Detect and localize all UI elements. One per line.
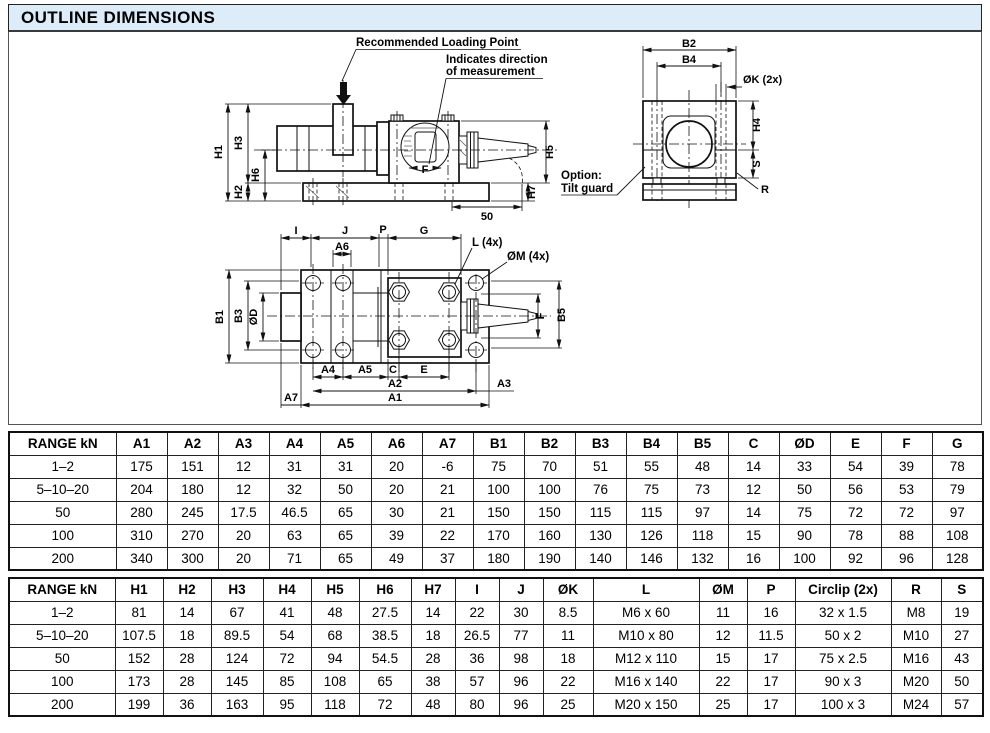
column-header: F xyxy=(881,432,932,455)
column-header: H1 xyxy=(115,578,163,601)
dim-label-l4x: L (4x) xyxy=(472,237,503,249)
table-cell: 88 xyxy=(881,524,932,547)
column-header: H3 xyxy=(211,578,263,601)
table-cell: 15 xyxy=(699,647,747,670)
table-row xyxy=(9,693,983,716)
table-row xyxy=(9,524,983,547)
table-cell: 63 xyxy=(269,524,320,547)
dim-label-b4: B4 xyxy=(681,54,697,66)
table-cell: 173 xyxy=(115,670,163,693)
column-header: A1 xyxy=(116,432,167,455)
table-cell: 145 xyxy=(211,670,263,693)
table-cell: 300 xyxy=(167,547,218,570)
table-cell: 11 xyxy=(699,601,747,624)
column-header: RANGE kN xyxy=(9,578,115,601)
table-header-row xyxy=(9,432,983,455)
table-cell: 22 xyxy=(699,670,747,693)
table-cell: 100 x 3 xyxy=(795,693,891,716)
column-header: Circlip (2x) xyxy=(795,578,891,601)
dim-label-c: C xyxy=(389,364,397,376)
table-cell: 75 xyxy=(473,455,524,478)
column-header: A6 xyxy=(371,432,422,455)
table-cell: 140 xyxy=(575,547,626,570)
column-header: ØK xyxy=(543,578,593,601)
dim-label-b5: B5 xyxy=(556,307,568,323)
column-header: H6 xyxy=(359,578,411,601)
table-cell: 78 xyxy=(932,455,983,478)
table-cell: 12 xyxy=(699,624,747,647)
side-view xyxy=(213,37,557,223)
column-header: H5 xyxy=(311,578,359,601)
table-cell: M24 xyxy=(891,693,941,716)
dim-label-a7: A7 xyxy=(283,392,299,404)
table-cell: 43 xyxy=(941,647,983,670)
column-header: B2 xyxy=(524,432,575,455)
dimension-table-h-s xyxy=(8,577,984,717)
table-cell: 14 xyxy=(728,501,779,524)
column-header: C xyxy=(728,432,779,455)
table-cell: 22 xyxy=(543,670,593,693)
table-cell: 50 xyxy=(941,670,983,693)
dim-label-h7: H7 xyxy=(526,184,538,200)
table-cell: 50 xyxy=(779,478,830,501)
table-cell: 204 xyxy=(116,478,167,501)
table-cell: 180 xyxy=(167,478,218,501)
dim-label-a3: A3 xyxy=(496,378,512,390)
table-cell: 12 xyxy=(728,478,779,501)
table-cell: 57 xyxy=(941,693,983,716)
table-cell: 14 xyxy=(163,601,211,624)
column-header: A4 xyxy=(269,432,320,455)
table-cell: 128 xyxy=(932,547,983,570)
table-cell: 118 xyxy=(311,693,359,716)
table-cell: 17 xyxy=(747,693,795,716)
table-cell: 11.5 xyxy=(747,624,795,647)
table-cell: 72 xyxy=(881,501,932,524)
table-cell: 16 xyxy=(747,601,795,624)
dim-label-ok: ØK (2x) xyxy=(743,74,783,86)
table-cell: 30 xyxy=(371,501,422,524)
table-cell: 37 xyxy=(422,547,473,570)
table-cell: 48 xyxy=(677,455,728,478)
table-cell: 49 xyxy=(371,547,422,570)
table-cell: 5–10–20 xyxy=(9,478,116,501)
table-cell: 36 xyxy=(163,693,211,716)
table-cell: 12 xyxy=(218,455,269,478)
table-cell: 48 xyxy=(411,693,455,716)
end-view xyxy=(561,38,782,208)
outline-dimensions-drawing xyxy=(9,32,983,425)
table-cell: 310 xyxy=(116,524,167,547)
table-cell: 73 xyxy=(677,478,728,501)
table-cell: 21 xyxy=(422,501,473,524)
dim-label-p: P xyxy=(379,224,387,236)
option-label-line1: Option: xyxy=(561,170,602,182)
table-cell: 118 xyxy=(677,524,728,547)
table-cell: 38.5 xyxy=(359,624,411,647)
table-cell: 150 xyxy=(524,501,575,524)
table-cell: 100 xyxy=(524,478,575,501)
column-header: RANGE kN xyxy=(9,432,116,455)
table-cell: 33 xyxy=(779,455,830,478)
table-cell: 97 xyxy=(677,501,728,524)
table-cell: 75 xyxy=(779,501,830,524)
table-cell: 152 xyxy=(115,647,163,670)
table-cell: 70 xyxy=(524,455,575,478)
table-cell: 89.5 xyxy=(211,624,263,647)
table-cell: 32 x 1.5 xyxy=(795,601,891,624)
column-header: J xyxy=(499,578,543,601)
table-cell: 90 x 3 xyxy=(795,670,891,693)
column-header: E xyxy=(830,432,881,455)
dim-label-a2: A2 xyxy=(387,378,403,390)
table-cell: 20 xyxy=(218,547,269,570)
table-cell: 200 xyxy=(9,693,115,716)
table-cell: 55 xyxy=(626,455,677,478)
top-view xyxy=(214,224,568,408)
table-row xyxy=(9,601,983,624)
table-cell: 50 xyxy=(9,647,115,670)
table-cell: M16 xyxy=(891,647,941,670)
table-cell: 85 xyxy=(263,670,311,693)
table-cell: 81 xyxy=(115,601,163,624)
table-cell: 78 xyxy=(830,524,881,547)
table-cell: 41 xyxy=(263,601,311,624)
table-cell: 170 xyxy=(473,524,524,547)
dim-label-a5: A5 xyxy=(357,364,373,376)
table-cell: 12 xyxy=(218,478,269,501)
table-cell: 25 xyxy=(543,693,593,716)
table-cell: 28 xyxy=(163,670,211,693)
table-cell: 132 xyxy=(677,547,728,570)
column-header: B4 xyxy=(626,432,677,455)
table-cell: 19 xyxy=(941,601,983,624)
dim-label-e: E xyxy=(420,364,428,376)
table-cell: 22 xyxy=(422,524,473,547)
table-cell: 51 xyxy=(575,455,626,478)
table-cell: 96 xyxy=(499,693,543,716)
table-cell: 28 xyxy=(411,647,455,670)
column-header: A2 xyxy=(167,432,218,455)
table-cell: -6 xyxy=(422,455,473,478)
table-cell: M6 x 60 xyxy=(593,601,699,624)
table-cell: 71 xyxy=(269,547,320,570)
table-cell: M16 x 140 xyxy=(593,670,699,693)
column-header: P xyxy=(747,578,795,601)
table-cell: 27 xyxy=(941,624,983,647)
table-cell: 56 xyxy=(830,478,881,501)
column-header: H4 xyxy=(263,578,311,601)
column-header: B5 xyxy=(677,432,728,455)
table-cell: 50 xyxy=(9,501,116,524)
table-cell: 75 xyxy=(626,478,677,501)
table-row xyxy=(9,624,983,647)
column-header: G xyxy=(932,432,983,455)
table-cell: 100 xyxy=(9,524,116,547)
dim-label-om4x: ØM (4x) xyxy=(507,251,550,263)
table-cell: 151 xyxy=(167,455,218,478)
dim-label-h6: H6 xyxy=(250,167,262,183)
table-cell: 79 xyxy=(932,478,983,501)
table-cell: 27.5 xyxy=(359,601,411,624)
table-cell: 22 xyxy=(455,601,499,624)
table-cell: 180 xyxy=(473,547,524,570)
table-cell: 68 xyxy=(311,624,359,647)
table-row xyxy=(9,647,983,670)
table-cell: 280 xyxy=(116,501,167,524)
column-header: A3 xyxy=(218,432,269,455)
dim-label-h2: H2 xyxy=(233,184,245,200)
table-cell: 124 xyxy=(211,647,263,670)
table-cell: M8 xyxy=(891,601,941,624)
table-cell: 17 xyxy=(747,647,795,670)
table-cell: 14 xyxy=(728,455,779,478)
table-cell: 25 xyxy=(699,693,747,716)
table-row xyxy=(9,455,983,478)
table-cell: 115 xyxy=(626,501,677,524)
table-cell: M10 x 80 xyxy=(593,624,699,647)
table-cell: 94 xyxy=(311,647,359,670)
table-cell: 270 xyxy=(167,524,218,547)
section-title-bar xyxy=(8,4,982,32)
table-cell: 50 xyxy=(320,478,371,501)
table-cell: 54.5 xyxy=(359,647,411,670)
dim-label-h5: H5 xyxy=(544,144,556,160)
table-cell: 14 xyxy=(411,601,455,624)
dim-label-a4: A4 xyxy=(320,364,336,376)
table-cell: 76 xyxy=(575,478,626,501)
table-cell: 1–2 xyxy=(9,601,115,624)
table-cell: 108 xyxy=(311,670,359,693)
dim-label-a1: A1 xyxy=(387,392,403,404)
table-cell: 97 xyxy=(932,501,983,524)
table-cell: 20 xyxy=(218,524,269,547)
column-header: B3 xyxy=(575,432,626,455)
dim-label-b3: B3 xyxy=(233,308,245,324)
dim-label-a6: A6 xyxy=(334,241,350,253)
dim-label-s: S xyxy=(751,160,763,168)
table-cell: 5–10–20 xyxy=(9,624,115,647)
table-cell: 20 xyxy=(371,455,422,478)
table-cell: 18 xyxy=(163,624,211,647)
table-cell: 75 x 2.5 xyxy=(795,647,891,670)
dim-label-h4: H4 xyxy=(751,117,763,133)
table-cell: 57 xyxy=(455,670,499,693)
table-cell: 190 xyxy=(524,547,575,570)
table-cell: 100 xyxy=(473,478,524,501)
table-cell: 160 xyxy=(524,524,575,547)
table-cell: 100 xyxy=(779,547,830,570)
table-cell: 150 xyxy=(473,501,524,524)
table-row xyxy=(9,547,983,570)
table-cell: 48 xyxy=(311,601,359,624)
table-cell: 54 xyxy=(830,455,881,478)
option-label-line2: Tilt guard xyxy=(561,183,614,195)
table-cell: 18 xyxy=(543,647,593,670)
table-cell: 67 xyxy=(211,601,263,624)
table-cell: 65 xyxy=(320,524,371,547)
table-cell: 146 xyxy=(626,547,677,570)
table-cell: 17.5 xyxy=(218,501,269,524)
table-cell: 65 xyxy=(320,547,371,570)
table-cell: 96 xyxy=(881,547,932,570)
table-cell: 340 xyxy=(116,547,167,570)
table-cell: 72 xyxy=(263,647,311,670)
column-header: H2 xyxy=(163,578,211,601)
direction-label-line2: of measurement xyxy=(446,66,535,78)
dim-label-od: ØD xyxy=(248,308,260,326)
table-cell: 200 xyxy=(9,547,116,570)
dim-label-g: G xyxy=(419,225,429,237)
table-cell: 199 xyxy=(115,693,163,716)
table-cell: 32 xyxy=(269,478,320,501)
table-cell: 16 xyxy=(728,547,779,570)
column-header: L xyxy=(593,578,699,601)
table-cell: 15 xyxy=(728,524,779,547)
outline-drawing-panel xyxy=(8,32,982,425)
table-cell: 107.5 xyxy=(115,624,163,647)
table-cell: 38 xyxy=(411,670,455,693)
table-cell: 8.5 xyxy=(543,601,593,624)
table-cell: 98 xyxy=(499,647,543,670)
table-cell: M10 xyxy=(891,624,941,647)
dim-label-r: R xyxy=(761,184,769,196)
loading-point-label: Recommended Loading Point xyxy=(356,37,519,49)
table-cell: 36 xyxy=(455,647,499,670)
table-cell: 28 xyxy=(163,647,211,670)
direction-label-line1: Indicates direction xyxy=(446,54,548,66)
table-cell: 245 xyxy=(167,501,218,524)
table-cell: 65 xyxy=(320,501,371,524)
table-row xyxy=(9,478,983,501)
column-header: B1 xyxy=(473,432,524,455)
dim-label-50: 50 xyxy=(480,211,494,223)
table-cell: 163 xyxy=(211,693,263,716)
table-cell: 50 x 2 xyxy=(795,624,891,647)
dim-label-h1: H1 xyxy=(213,144,225,160)
column-header: A7 xyxy=(422,432,473,455)
table-cell: 108 xyxy=(932,524,983,547)
table-cell: 11 xyxy=(543,624,593,647)
table-cell: 46.5 xyxy=(269,501,320,524)
dim-label-b2: B2 xyxy=(681,38,697,50)
table-cell: 53 xyxy=(881,478,932,501)
table-cell: 18 xyxy=(411,624,455,647)
dim-label-i: I xyxy=(294,225,298,237)
table-cell: 90 xyxy=(779,524,830,547)
table-cell: M12 x 110 xyxy=(593,647,699,670)
table-cell: 115 xyxy=(575,501,626,524)
table-cell: 54 xyxy=(263,624,311,647)
dim-label-h3: H3 xyxy=(233,135,245,151)
table-cell: 130 xyxy=(575,524,626,547)
dim-label-j: J xyxy=(341,225,349,237)
table-cell: 21 xyxy=(422,478,473,501)
dim-label-b1: B1 xyxy=(214,309,226,325)
table-cell: 31 xyxy=(320,455,371,478)
dimension-table-a-g xyxy=(8,431,984,571)
table-cell: 175 xyxy=(116,455,167,478)
table-cell: 77 xyxy=(499,624,543,647)
table-cell: 17 xyxy=(747,670,795,693)
table-cell: 92 xyxy=(830,547,881,570)
table-cell: 30 xyxy=(499,601,543,624)
table-cell: 100 xyxy=(9,670,115,693)
direction-f-mark: F xyxy=(421,164,429,176)
table-cell: 126 xyxy=(626,524,677,547)
table-row xyxy=(9,501,983,524)
table-cell: 65 xyxy=(359,670,411,693)
table-cell: 31 xyxy=(269,455,320,478)
table-cell: 20 xyxy=(371,478,422,501)
table-cell: 1–2 xyxy=(9,455,116,478)
table-row xyxy=(9,670,983,693)
table-cell: 72 xyxy=(830,501,881,524)
table-cell: M20 x 150 xyxy=(593,693,699,716)
column-header: ØD xyxy=(779,432,830,455)
column-header: I xyxy=(455,578,499,601)
column-header: S xyxy=(941,578,983,601)
table-cell: 80 xyxy=(455,693,499,716)
column-header: ØM xyxy=(699,578,747,601)
table-header-row xyxy=(9,578,983,601)
column-header: A5 xyxy=(320,432,371,455)
table-cell: 39 xyxy=(881,455,932,478)
load-arrow-icon xyxy=(340,82,347,95)
column-header: H7 xyxy=(411,578,455,601)
dim-label-f: F xyxy=(535,312,547,320)
table-cell: 39 xyxy=(371,524,422,547)
page-title: OUTLINE DIMENSIONS xyxy=(21,7,216,27)
table-cell: 95 xyxy=(263,693,311,716)
table-cell: 72 xyxy=(359,693,411,716)
column-header: R xyxy=(891,578,941,601)
table-cell: 26.5 xyxy=(455,624,499,647)
table-cell: 96 xyxy=(499,670,543,693)
table-cell: M20 xyxy=(891,670,941,693)
